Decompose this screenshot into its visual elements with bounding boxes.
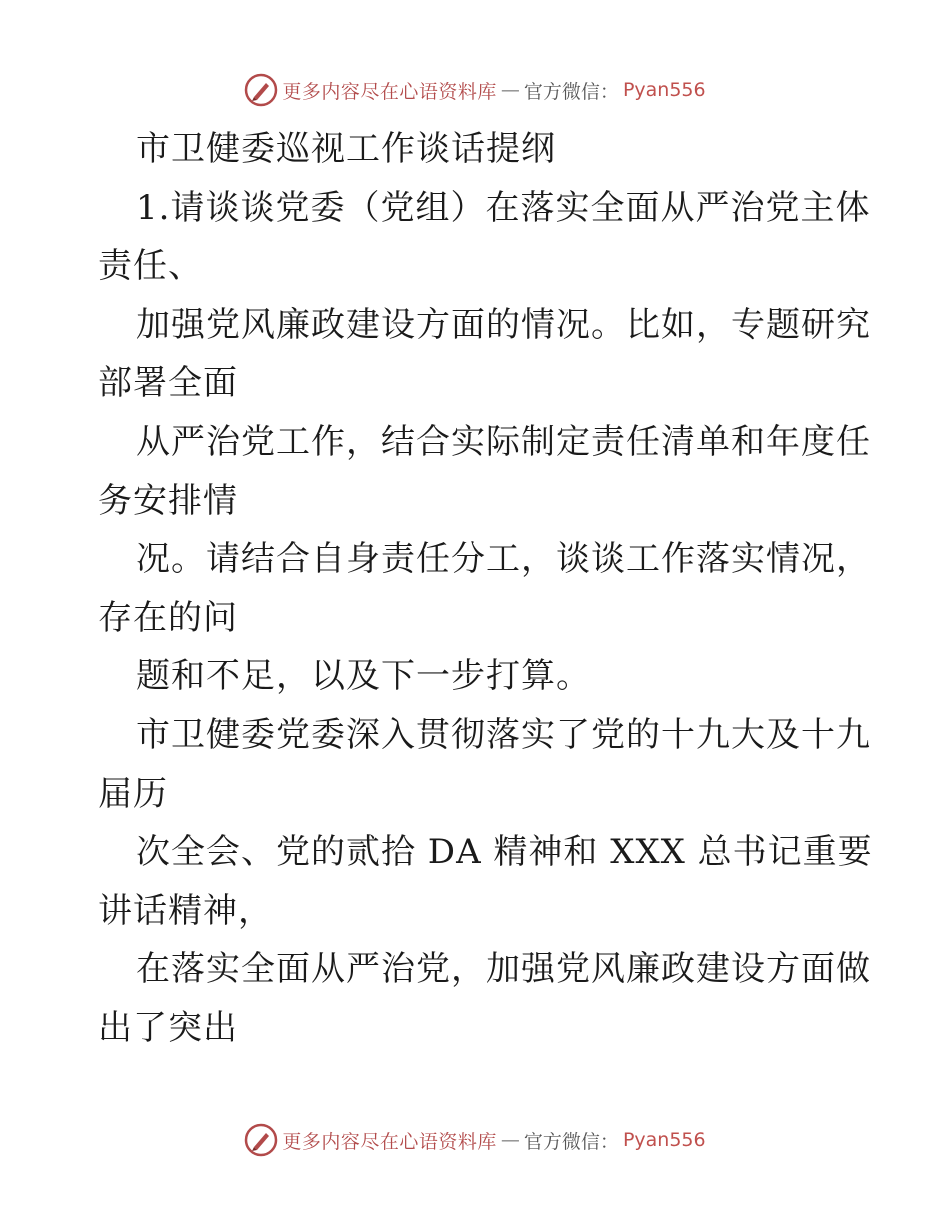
text-line: 市卫健委巡视工作谈话提纲 [136, 129, 556, 169]
text-line: 部署全面 [98, 363, 238, 404]
watermark-sub-text: 官方微信： [523, 1130, 619, 1153]
watermark-main-text: 更多内容尽在心语资料库 [282, 1130, 497, 1153]
watermark-dash: — [500, 1129, 520, 1151]
text-line: 届历 [98, 773, 168, 814]
text-line: 1.请谈谈党委（党组）在落实全面从严治党主体 [136, 187, 871, 228]
text-line: 出了突出 [98, 1007, 238, 1048]
text-line: 次全会、党的贰拾 DA 精神和 XXX 总书记重要 [136, 832, 873, 873]
text-line: 务安排情 [98, 480, 238, 521]
text-line: 加强党风廉政建设方面的情况。比如，专题研究 [136, 304, 871, 345]
text-line: 况。请结合自身责任分工，谈谈工作落实情况， [136, 539, 871, 580]
pen-logo-icon [244, 73, 278, 107]
watermark-wechat-id: Pyan556 [622, 79, 706, 101]
pen-logo-icon [244, 1123, 278, 1157]
text-line: 讲话精神， [98, 890, 273, 931]
text-line: 题和不足，以及下一步打算。 [136, 656, 591, 697]
text-line: 在落实全面从严治党，加强党风廉政建设方面做 [136, 949, 871, 990]
document-body [98, 120, 873, 1058]
watermark-dash: — [500, 79, 520, 101]
text-line: 从严治党工作，结合实际制定责任清单和年度任 [136, 421, 871, 462]
footer-watermark [0, 1120, 950, 1160]
watermark-wechat-id: Pyan556 [622, 1129, 706, 1151]
watermark-sub-text: 官方微信： [523, 80, 619, 103]
text-line: 责任、 [98, 246, 203, 287]
watermark-main-text: 更多内容尽在心语资料库 [282, 80, 497, 103]
text-line: 市卫健委党委深入贯彻落实了党的十九大及十九 [136, 714, 871, 755]
header-watermark [0, 70, 950, 110]
text-line: 存在的问 [98, 597, 238, 638]
